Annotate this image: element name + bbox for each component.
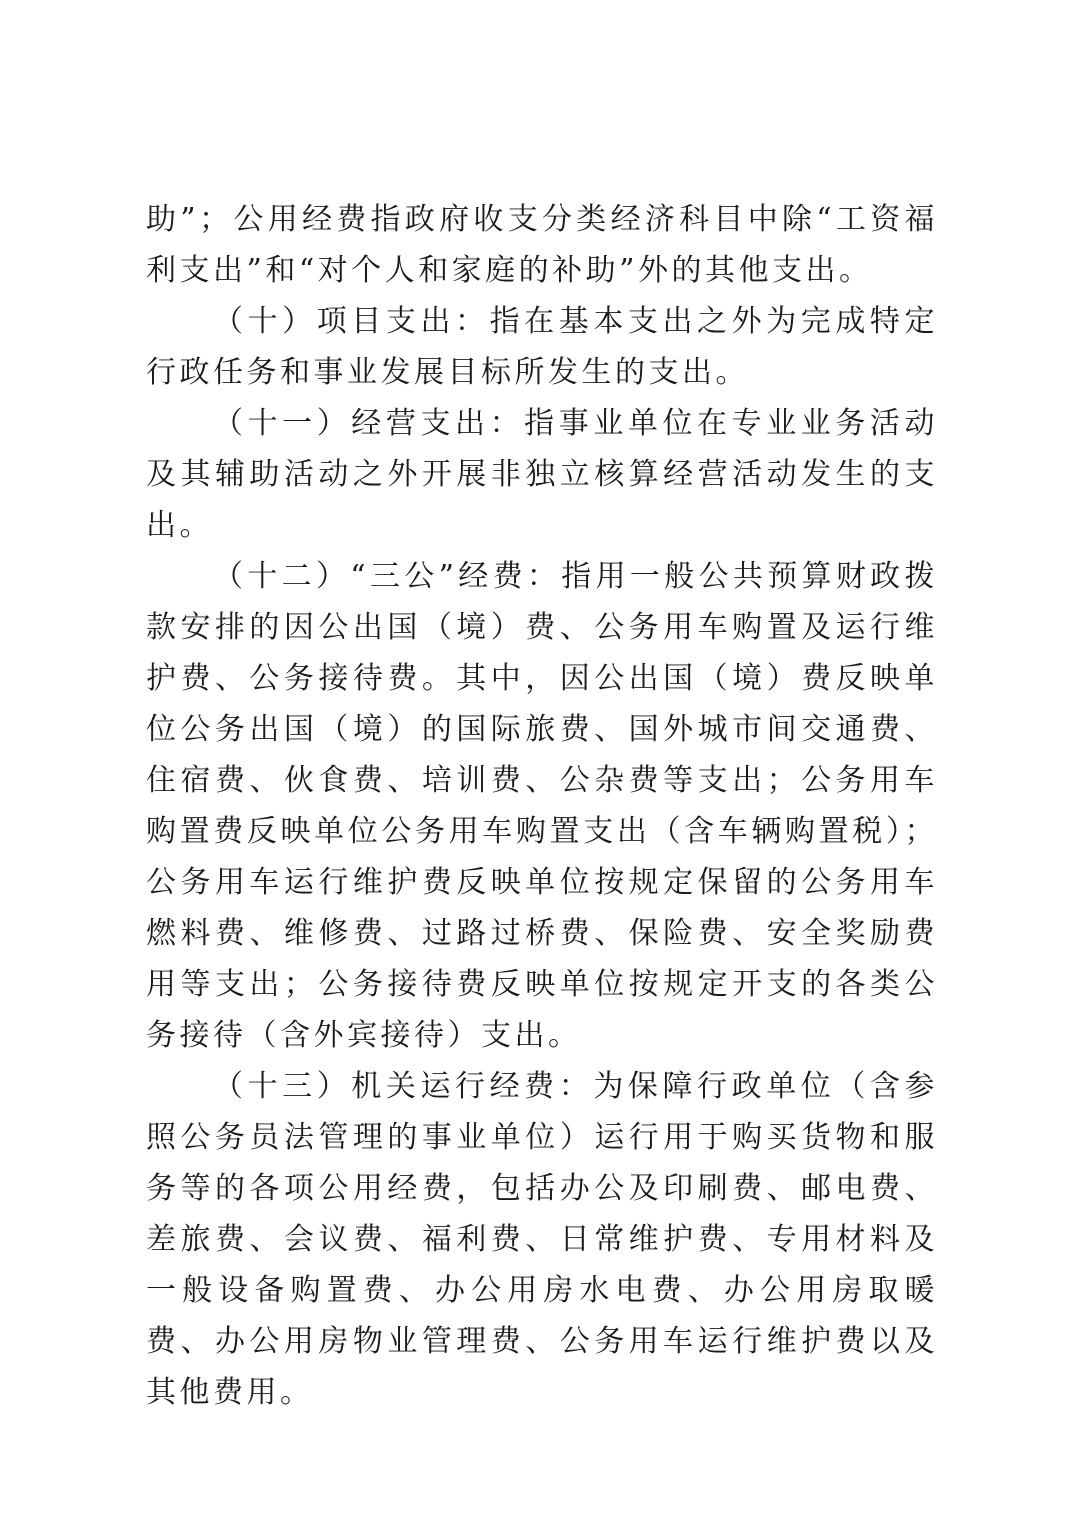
paragraph-agency-operating-expenses: （十三）机关运行经费：为保障行政单位（含参照公务员法管理的事业单位）运行用于购买货物和服务等的各项公用经费，包括办公及印刷费、邮电费、差旅费、会议费、福利费、日常维护费、专用材料及一般设备购置费、办公用房水电费、办公用房取暖费、办公用房物业管理费、公务用车运行维护费以及其他费用。 [146,1069,938,1410]
paragraph-public-expenses-continued: 助”；公用经费指政府收支分类经济科目中除“工资福利支出”和“对个人和家庭的补助”外的其他支出。 [146,202,938,288]
paragraph-three-public-expenses: （十二）“三公”经费：指用一般公共预算财政拨款安排的因公出国（境）费、公务用车购置及运行维护费、公务接待费。其中，因公出国（境）费反映单位公务出国（境）的国际旅费、国外城市间交通费、住宿费、伙食费、培训费、公杂费等支出；公务用车购置费反映单位公务用车购置支出（含车辆购置税）；公务用车运行维护费反映单位按规定保留的公务用车燃料费、维修费、过路过桥费、保险费、安全奖励费用等支出；公务接待费反映单位按规定开支的各类公务接待（含外宾接待）支出。 [146,559,938,1053]
document-body [146,194,938,1418]
paragraph-operating-expenditure: （十一）经营支出：指事业单位在专业业务活动及其辅助活动之外开展非独立核算经营活动发生的支出。 [146,406,938,543]
paragraph-project-expenditure: （十）项目支出：指在基本支出之外为完成特定行政任务和事业发展目标所发生的支出。 [146,304,938,390]
